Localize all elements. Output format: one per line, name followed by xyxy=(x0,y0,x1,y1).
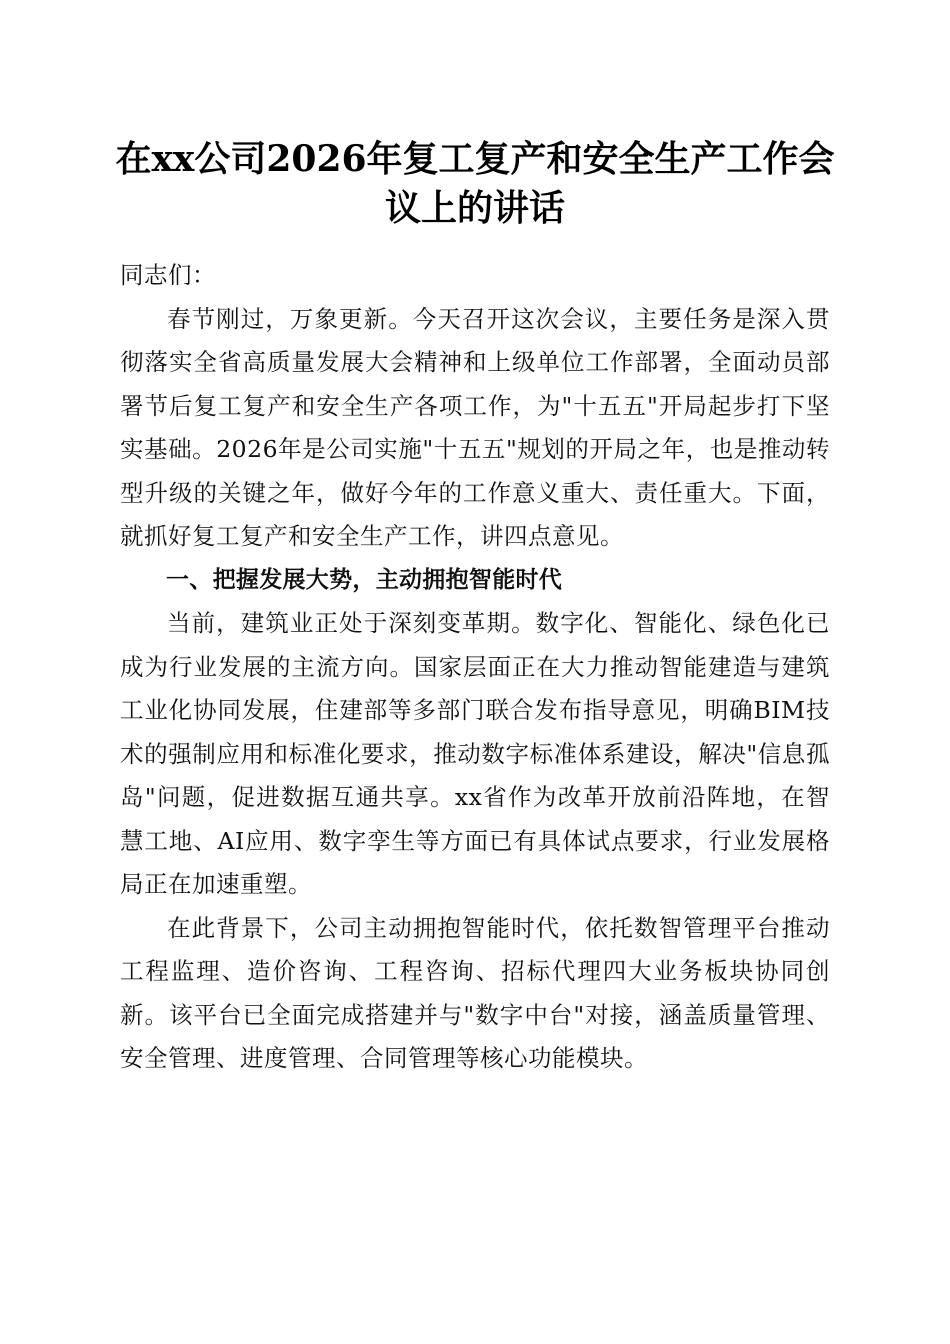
document-body xyxy=(120,254,830,1081)
section-1-paragraph-2: 在此背景下，公司主动拥抱智能时代，依托数智管理平台推动工程监理、造价咨询、工程咨询、招标代理四大业务板块协同创新。该平台已全面完成搭建并与"数字中台"对接，涵盖质量管理、安全管理、进度管理、合同管理等核心功能模块。 xyxy=(120,913,830,1072)
salutation: 同志们： xyxy=(120,261,216,289)
section-1-paragraph-1: 当前，建筑业正处于深刻变革期。数字化、智能化、绿色化已成为行业发展的主流方向。国家层面正在大力推动智能建造与建筑工业化协同发展，住建部等多部门联合发布指导意见，明确BIM技术的强制应用和标准化要求，推动数字标准体系建设，解决"信息孤岛"问题，促进数据互通共享。xx省作为改革开放前沿阵地，在智慧工地、AI应用、数字孪生等方面已有具体试点要求，行业发展格局正在加速重塑。 xyxy=(120,609,830,898)
section-heading-1: 一、把握发展大势，主动拥抱智能时代 xyxy=(166,566,563,593)
intro-paragraph: 春节刚过，万象更新。今天召开这次会议，主要任务是深入贯彻落实全省高质量发展大会精神和上级单位工作部署，全面动员部署节后复工复产和安全生产各项工作，为"十五五"开局起步打下坚实基础。2026年是公司实施"十五五"规划的开局之年，也是推动转型升级的关键之年，做好今年的工作意义重大、责任重大。下面，就抓好复工复产和安全生产工作，讲四点意见。 xyxy=(120,304,830,550)
document-title: 在xx公司2026年复工复产和安全生产工作会议上的讲话 xyxy=(115,138,835,229)
